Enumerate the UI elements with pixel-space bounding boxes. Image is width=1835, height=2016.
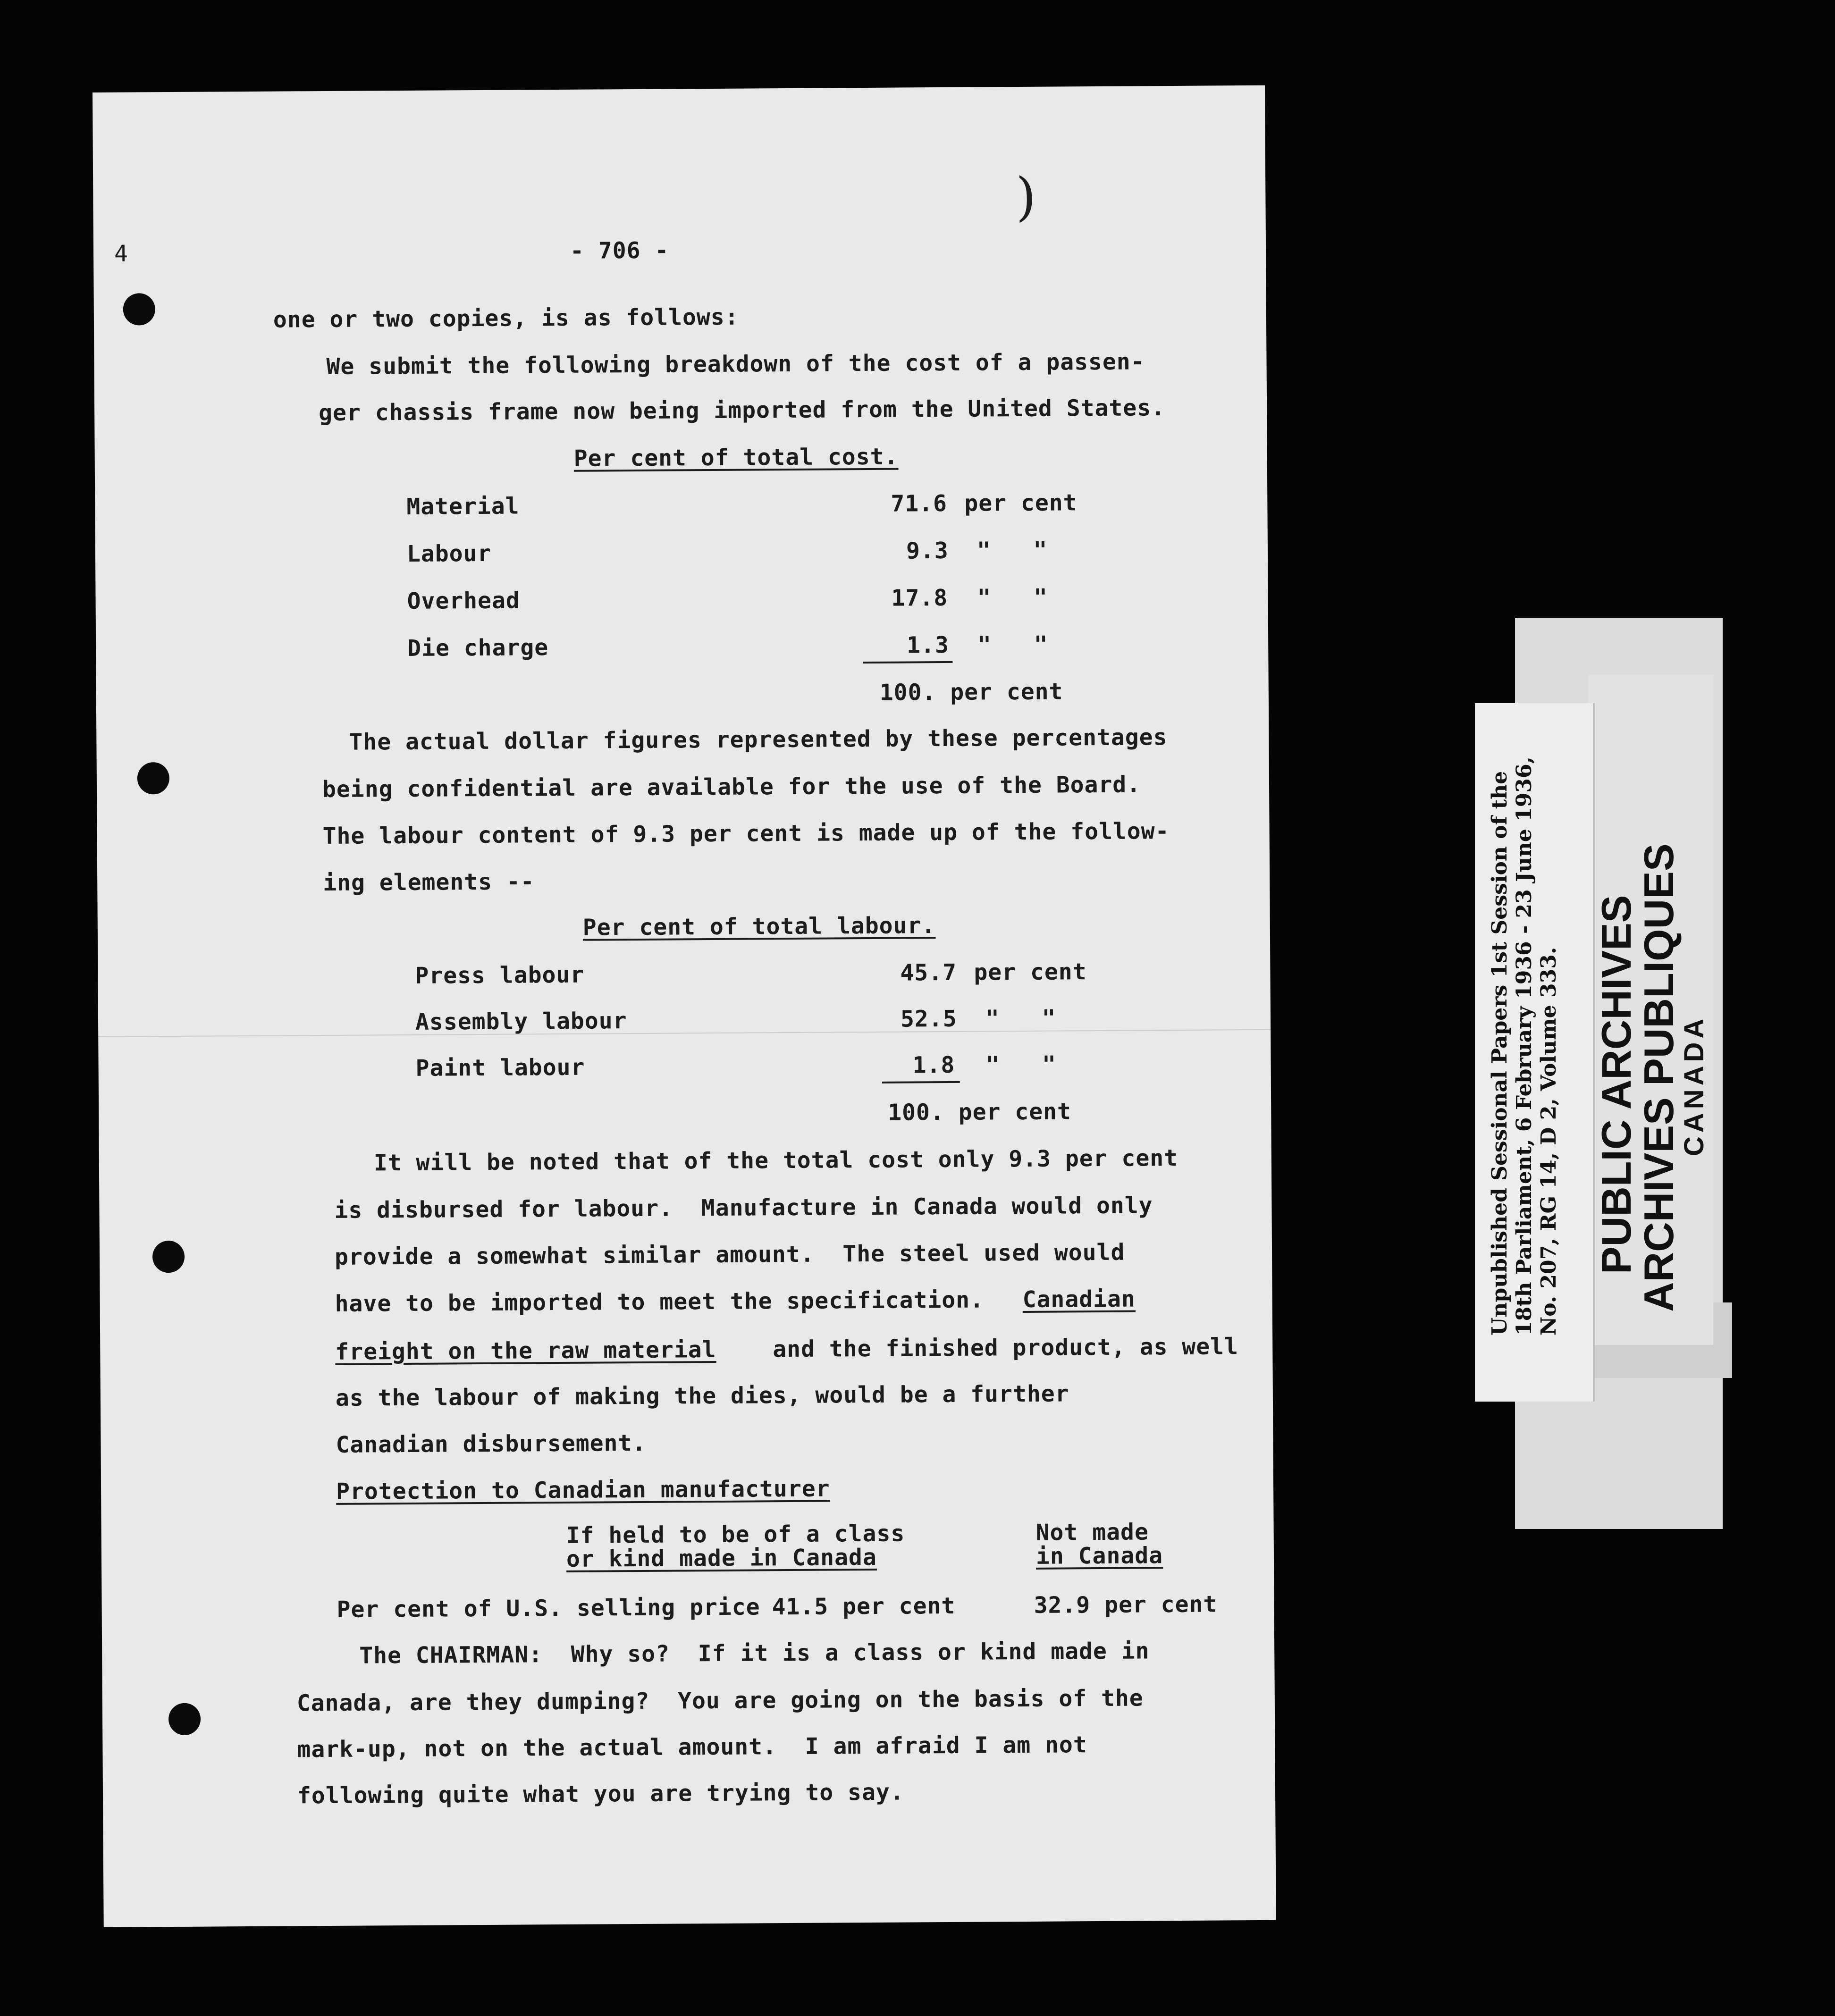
corner-number: 4 <box>114 240 129 267</box>
table1-unit: " " <box>976 537 1048 564</box>
column-header: or kind made in Canada <box>566 1544 877 1572</box>
paragraph-line: The actual dollar figures represented by these percentages <box>349 724 1168 756</box>
paragraph-line: as the labour of making the dies, would be a further <box>335 1380 1069 1411</box>
punch-hole <box>152 1241 185 1273</box>
paragraph-line: It will be noted that of the total cost only 9.3 per cent <box>373 1144 1178 1176</box>
column-header: Not made <box>1035 1519 1149 1546</box>
citation-line: No. 207, RG 14, D 2, Volume 333. <box>1537 947 1561 1336</box>
table1-value: 17.8 <box>891 584 948 612</box>
paragraph-line: have to be imported to meet the specification. <box>335 1286 985 1317</box>
page-fold <box>98 1029 1271 1037</box>
table2-heading: Per cent of total labour. <box>582 912 936 941</box>
page-number: - 706 - <box>570 237 669 264</box>
sum-rule <box>882 1081 960 1084</box>
paragraph-line: The labour content of 9.3 per cent is made up of the follow- <box>322 818 1170 850</box>
table1-value: 1.3 <box>907 631 950 659</box>
citation-line: 18th Parliament, 6 February 1936 - 23 June 1936, <box>1512 756 1536 1336</box>
margin-mark: ) <box>1015 166 1037 227</box>
paragraph-line: following quite what you are trying to say. <box>297 1779 904 1809</box>
table1-value: 71.6 <box>891 490 948 517</box>
table2-label: Press labour <box>415 961 585 989</box>
document-page <box>93 85 1276 1927</box>
column-header: in Canada <box>1035 1542 1163 1570</box>
table1-unit: per cent <box>964 489 1077 517</box>
table1-unit: " " <box>977 584 1048 611</box>
table2-total: 100. per cent <box>888 1098 1072 1126</box>
citation-line: Unpublished Sessional Papers 1st Session of the <box>1488 771 1512 1336</box>
table2-label: Paint labour <box>415 1054 585 1082</box>
archive-country: CANADA <box>1679 1015 1709 1156</box>
table2-unit: " " <box>985 1005 1056 1032</box>
table2-unit: " " <box>985 1051 1057 1078</box>
intro-line: one or two copies, is as follows: <box>273 303 739 333</box>
paragraph-line: ger chassis frame now being imported from the United States. <box>318 395 1166 427</box>
paragraph-line: is disbursed for labour. Manufacture in Canada would only <box>334 1192 1153 1224</box>
table1-value: 9.3 <box>906 537 949 564</box>
paragraph-line: provide a somewhat similar amount. The steel used would <box>334 1239 1125 1270</box>
protection-value: 32.9 per cent <box>1034 1591 1218 1619</box>
punch-hole <box>168 1703 201 1735</box>
table1-label: Overhead <box>407 587 520 614</box>
paragraph-line: The CHAIRMAN: Why so? If it is a class or kind made in <box>359 1638 1150 1669</box>
protection-value: 41.5 per cent <box>772 1592 956 1621</box>
paragraph-line: Canadian disbursement. <box>336 1429 647 1458</box>
table2-value: 45.7 <box>900 959 957 986</box>
protection-heading: Protection to Canadian manufacturer <box>336 1475 830 1505</box>
table2-unit: per cent <box>974 958 1087 986</box>
paragraph-line: ing elements -- <box>323 868 535 897</box>
sum-rule <box>863 661 952 664</box>
column-header: If held to be of a class <box>566 1520 905 1549</box>
underlined-phrase: freight on the raw material <box>335 1336 716 1365</box>
archive-title-fr: ARCHIVES PUBLIQUES <box>1635 843 1682 1312</box>
table1-unit: " " <box>977 631 1048 658</box>
paragraph-line: being confidential are available for the use of the Board. <box>322 771 1141 803</box>
paragraph-line: Canada, are they dumping? You are going on the basis of the <box>296 1685 1144 1717</box>
archive-label <box>1488 618 1746 1529</box>
table1-label: Material <box>406 493 520 520</box>
table2-value: 1.8 <box>912 1051 955 1079</box>
table1-label: Labour <box>406 540 492 567</box>
table2-value: 52.5 <box>900 1005 957 1033</box>
punch-hole <box>137 762 169 794</box>
protection-row-label: Per cent of U.S. selling price <box>337 1594 760 1623</box>
table1-heading: Per cent of total cost. <box>573 443 899 472</box>
paragraph-line: and the finished product, as well <box>773 1333 1239 1363</box>
paragraph-line: mark-up, not on the actual amount. I am afraid I am not <box>297 1731 1087 1763</box>
paragraph-line: We submit the following breakdown of the cost of a passen- <box>326 348 1145 380</box>
table2-label: Assembly labour <box>415 1008 627 1035</box>
table1-total: 100. per cent <box>879 678 1063 706</box>
underlined-phrase: Canadian <box>1022 1285 1136 1313</box>
archive-title-en: PUBLIC ARCHIVES <box>1593 895 1640 1274</box>
table1-label: Die charge <box>407 634 549 662</box>
punch-hole <box>123 293 155 325</box>
